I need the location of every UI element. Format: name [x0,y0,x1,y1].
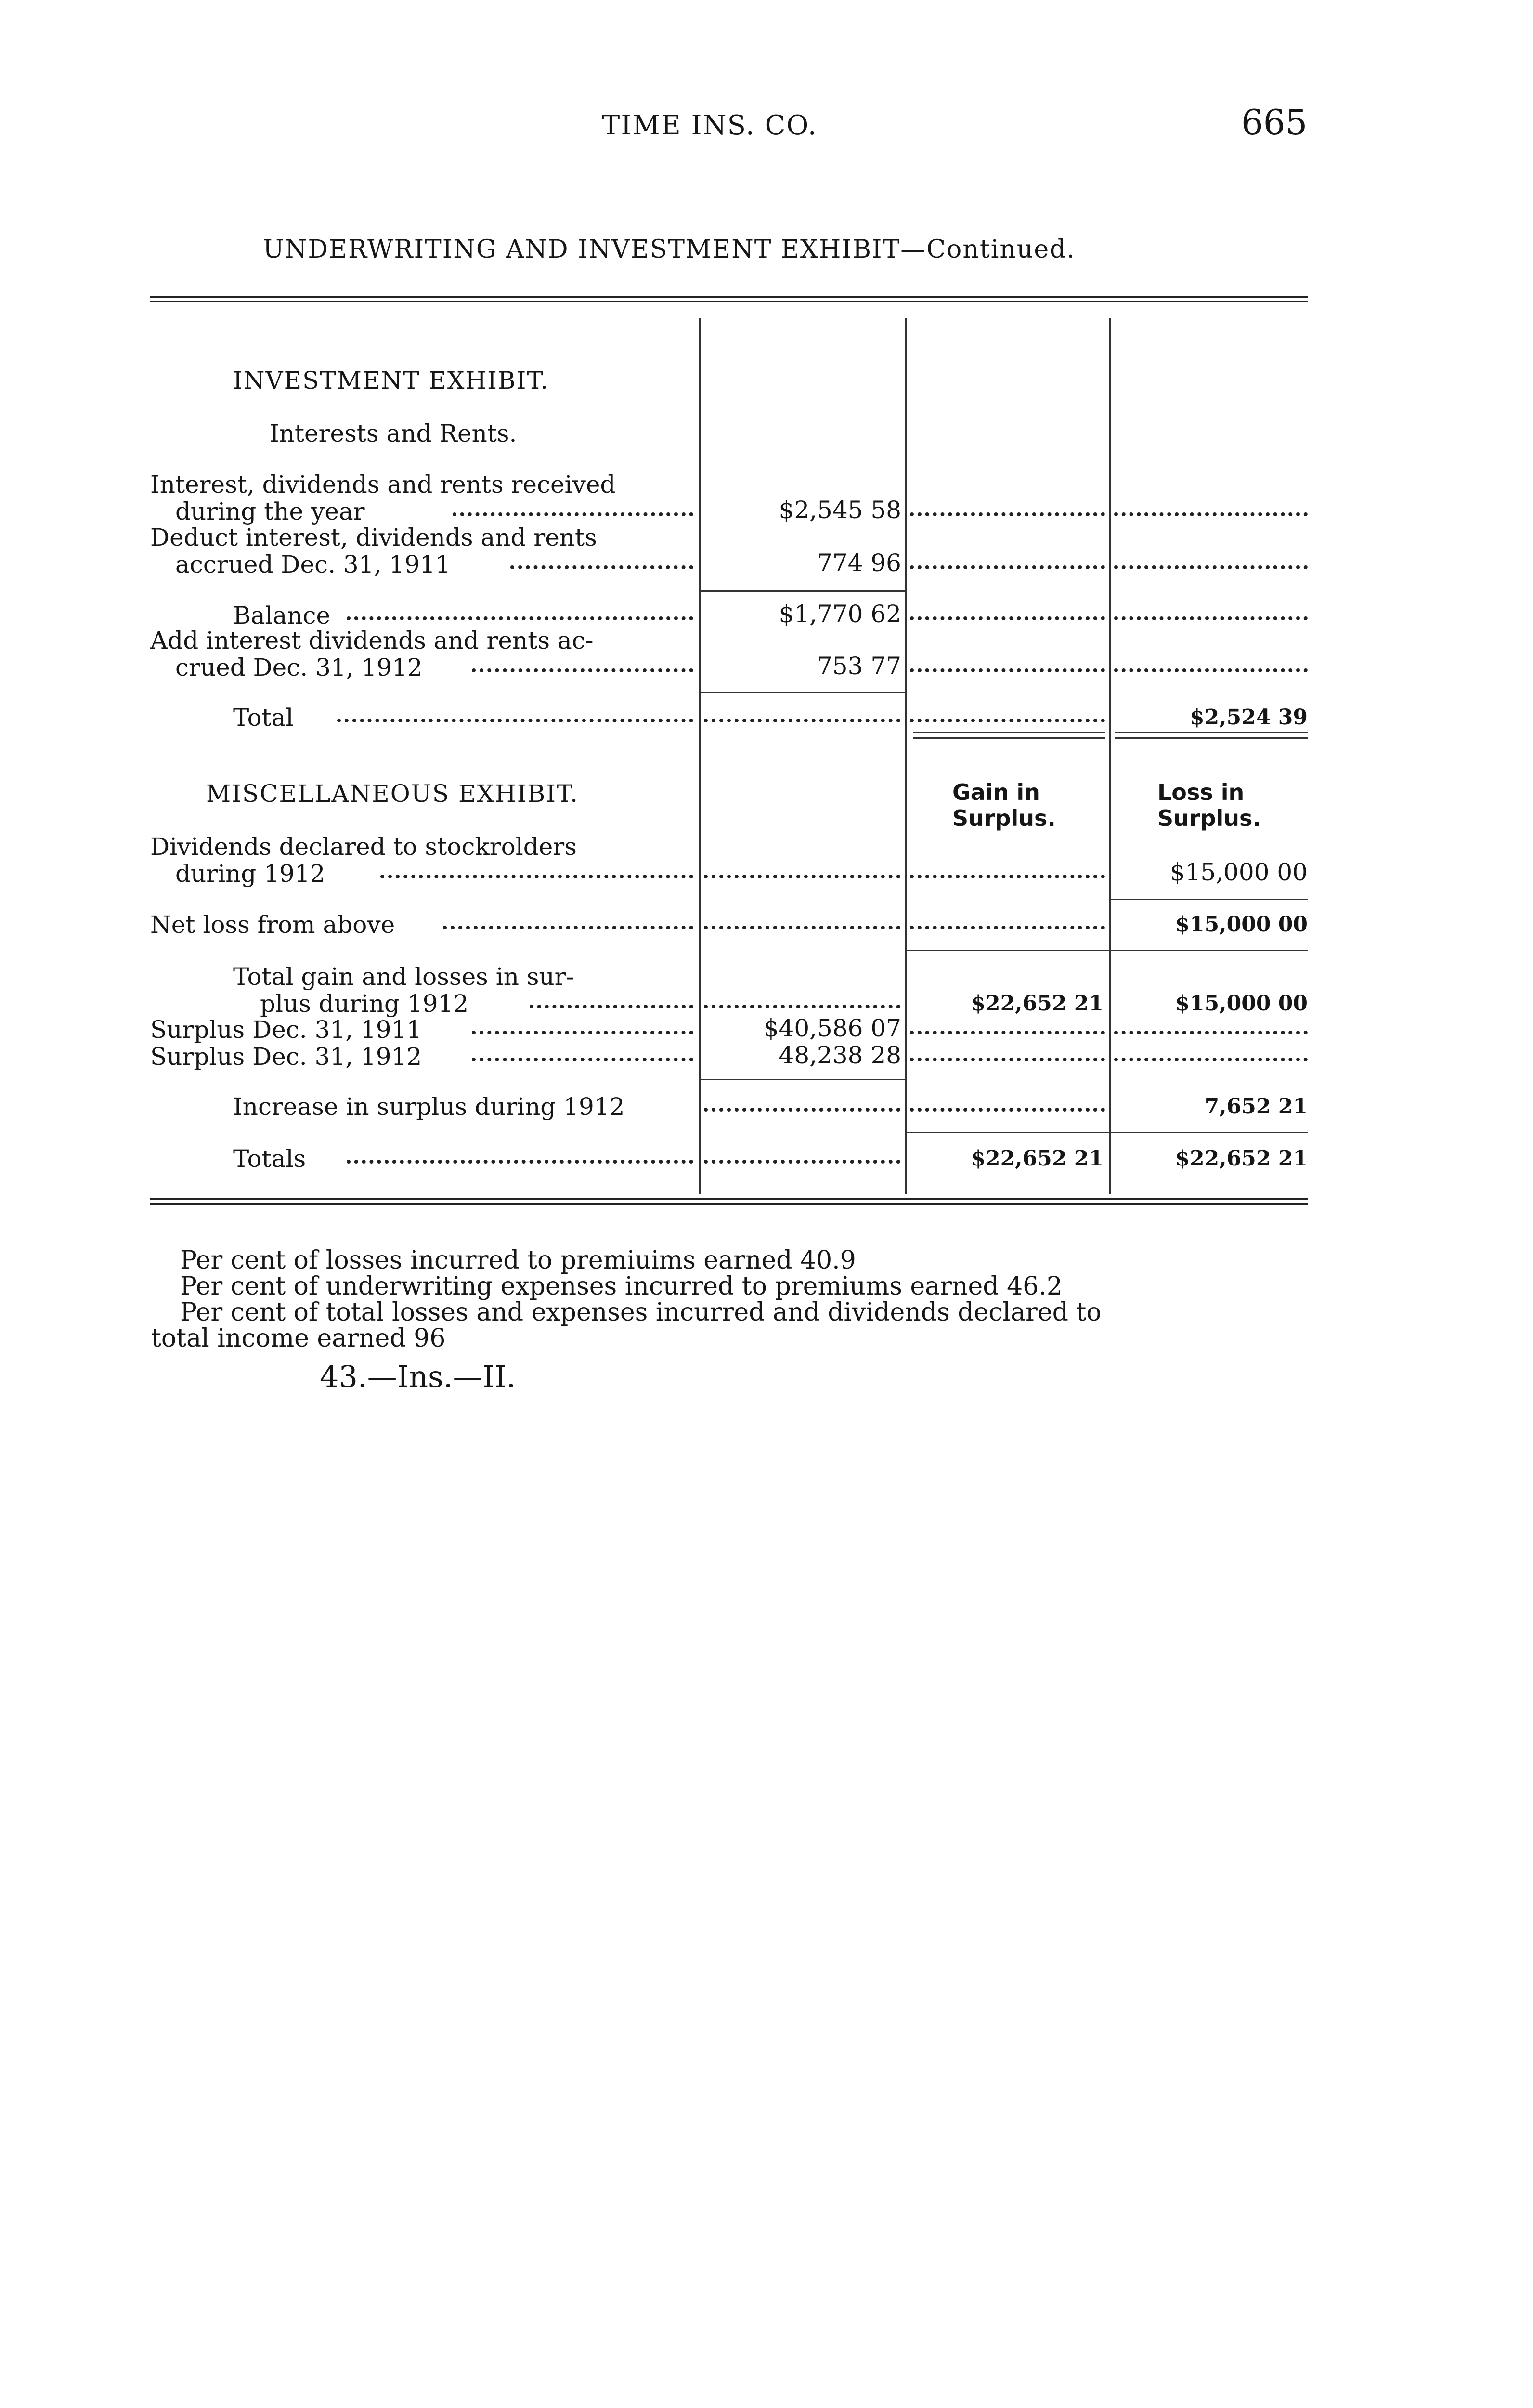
deduct-interest-line2: accrued Dec. 31, 1911 [175,550,451,578]
percentage-notes [151,1246,1102,1353]
leader-dots [910,920,1105,929]
leader-dots [472,1052,693,1061]
leader-dots [1114,663,1308,672]
surplus-1911-value: $40,586 07 [763,1014,901,1042]
leader-dots [704,1102,900,1112]
leader-dots [472,1025,693,1034]
leader-dots [443,920,693,929]
leader-dots [910,611,1105,620]
table-top-rule [150,296,1308,302]
total-rule [699,692,905,693]
note-total-income: total income earned 96 [151,1324,446,1353]
leader-dots [910,713,1105,722]
add-interest-line2: crued Dec. 31, 1912 [175,654,423,681]
interest-received-line2: during the year [175,497,365,525]
leader-dots [910,507,1105,516]
net-loss-label: Net loss from above [150,911,395,939]
dividends-line2: during 1912 [175,860,325,888]
loss-header-line1: Loss in [1157,779,1245,805]
leader-dots [453,507,693,516]
balance-label: Balance [233,602,331,629]
leader-dots [1114,507,1308,516]
investment-exhibit-title: INVESTMENT EXHIBIT. [233,366,549,394]
dividends-loss-value: $15,000 00 [1169,858,1308,886]
gain-header-line2: Surplus. [952,805,1056,831]
increase-value: 7,652 21 [1204,1094,1308,1119]
misc-exhibit-title: MISCELLANEOUS EXHIBIT. [206,780,579,808]
interest-received-value: $2,545 58 [779,496,901,524]
leader-dots [704,999,900,1008]
totals-label: Totals [233,1145,306,1173]
table-bottom-rule [150,1198,1308,1205]
totals-gain-value: $22,652 21 [971,1146,1104,1171]
total-gain-value: $22,652 21 [971,991,1104,1016]
signature-mark: 43.—Ins.—II. [320,1359,516,1394]
surplus-1912-label: Surplus Dec. 31, 1912 [150,1043,422,1071]
leader-dots [1114,1025,1308,1034]
leader-dots [530,999,693,1008]
totals-loss-value: $22,652 21 [1175,1146,1308,1171]
leader-dots [380,869,693,878]
note-losses-to-premiums: Per cent of losses incurred to premiuims earned 40.9 [180,1246,856,1275]
column-divider-1 [699,318,701,1194]
section-heading: UNDERWRITING AND INVESTMENT EXHIBIT—Continued. [263,235,1076,264]
total-gain-loss-line1: Total gain and losses in sur- [233,963,574,991]
leader-dots [910,1052,1105,1061]
investment-total-value: $2,524 39 [1190,705,1308,730]
note-total-losses-expenses: Per cent of total losses and expenses incurred and dividends declared to [180,1298,1102,1327]
column-divider-2 [905,318,907,1194]
total-loss-value: $15,000 00 [1175,991,1308,1016]
leader-dots [347,611,693,620]
investment-total-label: Total [233,704,294,732]
running-title: TIME INS. CO. [602,110,818,141]
add-interest-line1: Add interest dividends and rents ac- [150,627,594,654]
totals-rule [905,1132,1308,1133]
leader-dots [704,1154,900,1164]
leader-dots [704,920,900,929]
leader-dots [1114,1052,1308,1061]
leader-dots [1114,560,1308,569]
leader-dots [910,869,1105,878]
total-gain-loss-rule [905,950,1308,951]
dividends-line1: Dividends declared to stockrolders [150,833,577,861]
add-interest-value: 753 77 [817,652,901,680]
deduct-interest-line1: Deduct interest, dividends and rents [150,523,597,551]
net-loss-value: $15,000 00 [1175,912,1308,937]
increase-rule [699,1079,905,1080]
leader-dots [910,1102,1105,1112]
surplus-1911-label: Surplus Dec. 31, 1911 [150,1016,422,1044]
total-double-rule-loss [1115,732,1308,739]
leader-dots [347,1154,693,1164]
leader-dots [910,560,1105,569]
net-loss-rule [1109,899,1308,900]
gain-header-line1: Gain in [952,779,1040,805]
surplus-1912-value: 48,238 28 [779,1041,901,1069]
leader-dots [510,560,693,569]
total-gain-loss-line2: plus during 1912 [260,990,469,1018]
page-number: 665 [1241,102,1308,143]
loss-header-line2: Surplus. [1157,805,1261,831]
balance-rule [699,590,905,592]
note-expenses-to-premiums: Per cent of underwriting expenses incurred to premiums earned 46.2 [180,1272,1063,1301]
interests-rents-subtitle: Interests and Rents. [270,419,517,447]
column-divider-3 [1109,318,1111,1194]
leader-dots [1114,611,1308,620]
leader-dots [704,713,900,722]
deduct-interest-value: 774 96 [817,549,901,577]
balance-value: $1,770 62 [779,600,901,628]
increase-label: Increase in surplus during 1912 [233,1093,625,1121]
leader-dots [910,663,1105,672]
leader-dots [704,869,900,878]
leader-dots [472,663,693,672]
leader-dots [337,713,693,722]
total-double-rule-gain [913,732,1105,739]
leader-dots [910,1025,1105,1034]
interest-received-line1: Interest, dividends and rents received [150,471,616,498]
